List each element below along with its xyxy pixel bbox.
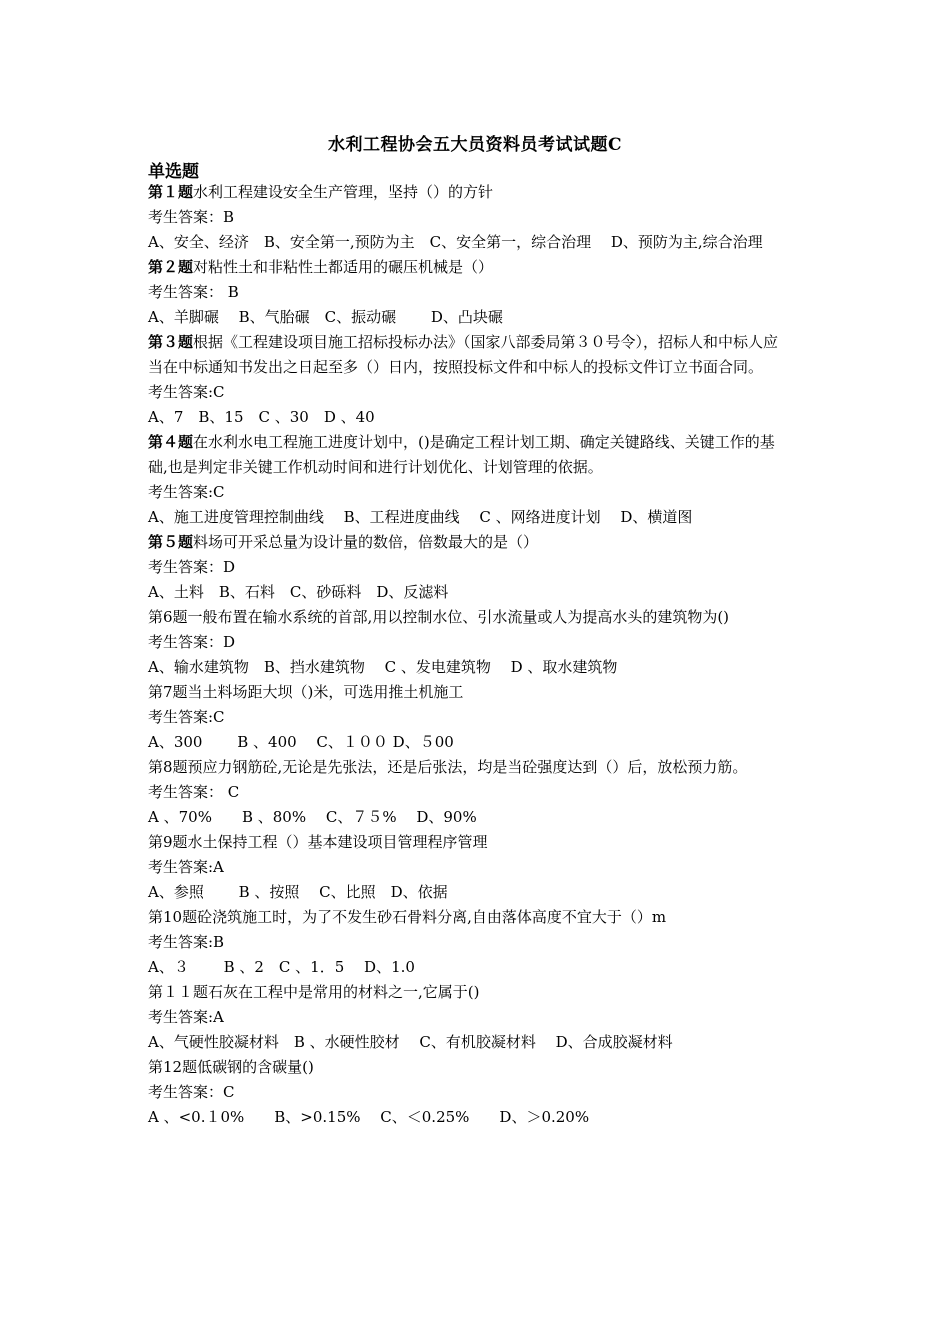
answer-line: 考生答案:C (148, 708, 225, 726)
answer-line: 考生答案：D (148, 558, 236, 576)
options-line: A 、70% B 、80% C、７５% D、90% (148, 808, 477, 826)
answer-line: 考生答案：D (148, 633, 236, 651)
question-label: 第３题 (148, 333, 194, 351)
options-line: A、参照 B 、按照 C、比照 D、依据 (148, 883, 448, 901)
options-line: A、安全、经济 B、安全第一,预防为主 C、安全第一，综合治理 D、预防为主,综合治理 (148, 233, 763, 251)
options-line: A、气硬性胶凝材料 B 、水硬性胶材 C、有机胶凝材料 D、合成胶凝材料 (148, 1033, 673, 1051)
options-line: A、３ B 、2 C 、1．5 D、1.0 (148, 958, 415, 976)
answer-line: 考生答案:C (148, 383, 225, 401)
question-11 (148, 980, 788, 1005)
options-line: A、输水建筑物 B、挡水建筑物 C 、发电建筑物 D 、取水建筑物 (148, 658, 618, 676)
question-9 (148, 830, 788, 855)
question-text: 对粘性土和非粘性土都适用的碾压机械是（） (193, 258, 494, 276)
section-heading: 单选题 (148, 162, 199, 182)
question-text: 根据《工程建设项目施工招标投标办法》（国家八部委局第３０号令），招标人和中标人应当在中标通知书发出之日起至多（）日内，按照投标文件和中标人的投标文件订立书面合同。 (148, 333, 779, 376)
question-7 (148, 680, 788, 705)
question-6 (148, 605, 788, 630)
question-label: 第５题 (148, 533, 194, 551)
answer-line: 考生答案:B (148, 933, 225, 951)
answer-line: 考生答案：C (148, 1083, 235, 1101)
question-text: 第7题当土料场距大坝（)米，可选用推土机施工 (148, 683, 464, 701)
options-line: A、300 B 、400 C、１００ D、５00 (148, 733, 454, 751)
question-text: 在水利水电工程施工进度计划中，()是确定工程计划工期、确定关键路线、关键工作的基础,也是判定非关键工作机动时间和进行计划优化、计划管理的依据。 (148, 433, 775, 476)
question-label: 第４题 (148, 433, 194, 451)
answer-line: 考生答案： C (148, 783, 240, 801)
question-2 (148, 255, 788, 280)
question-text: 第１１题石灰在工程中是常用的材料之一,它属于() (148, 983, 480, 1001)
question-5 (148, 530, 788, 555)
answer-line: 考生答案:A (148, 858, 224, 876)
question-10 (148, 905, 788, 930)
options-line: A 、<0.１0% B、>0.15% C、＜0.25% D、＞0.20% (148, 1108, 590, 1126)
question-text: 第12题低碳钢的含碳量() (148, 1058, 314, 1076)
question-text: 第8题预应力钢筋砼,无论是先张法，还是后张法，均是当砼强度达到（）后，放松预力筋。 (148, 758, 748, 776)
question-3 (148, 330, 788, 380)
question-4 (148, 430, 788, 480)
question-label: 第１题 (148, 183, 194, 201)
answer-line: 考生答案：B (148, 208, 235, 226)
question-label: 第２题 (148, 258, 194, 276)
page-title: 水利工程协会五大员资料员考试试题C (327, 135, 623, 155)
question-text: 第6题一般布置在输水系统的首部,用以控制水位、引水流量或人为提高水头的建筑物为() (148, 608, 730, 626)
options-line: A、羊脚碾 B、气胎碾 C、振动碾 D、凸块碾 (148, 308, 503, 326)
answer-line: 考生答案： B (148, 283, 239, 301)
question-text: 第9题水土保持工程（）基本建设项目管理程序管理 (148, 833, 488, 851)
answer-line: 考生答案:A (148, 1008, 224, 1026)
question-1 (148, 180, 788, 205)
options-line: A、施工进度管理控制曲线 B、工程进度曲线 C 、网络进度计划 D、横道图 (148, 508, 693, 526)
options-line: A、7 B、15 C 、30 D 、40 (148, 408, 375, 426)
question-text: 料场可开采总量为设计量的数倍，倍数最大的是（） (193, 533, 539, 551)
question-text: 水利工程建设安全生产管理，坚持（）的方针 (193, 183, 494, 201)
question-12 (148, 1055, 788, 1080)
answer-line: 考生答案:C (148, 483, 225, 501)
question-list (148, 180, 788, 1130)
question-8 (148, 755, 788, 780)
question-text: 第10题砼浇筑施工时，为了不发生砂石骨料分离,自由落体高度不宜大于（）m (148, 908, 667, 926)
options-line: A、土料 B、石料 C、砂砾料 D、反滤料 (148, 583, 449, 601)
